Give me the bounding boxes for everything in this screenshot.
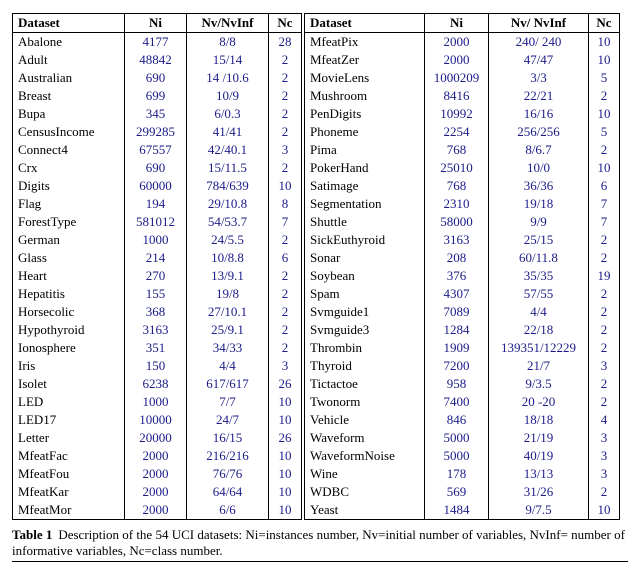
header-row (13, 14, 302, 33)
dataset-name-cell: Spam (310, 286, 340, 301)
nc-cell: 10 (269, 177, 302, 195)
nv-nvinf-cell: 18/18 (489, 411, 589, 429)
nc-cell: 10 (269, 483, 302, 501)
table-row (13, 141, 302, 159)
nc-cell: 2 (269, 231, 302, 249)
dataset-name-cell: Adult (18, 52, 48, 67)
ni-cell: 1484 (425, 501, 489, 520)
table-row (13, 267, 302, 285)
table-header-right (305, 14, 620, 33)
dataset-name-cell: Flag (18, 196, 42, 211)
nc-cell: 10 (269, 501, 302, 520)
nv-nvinf-cell: 31/26 (489, 483, 589, 501)
ni-cell: 376 (425, 267, 489, 285)
table-row (13, 375, 302, 393)
nv-nvinf-cell: 36/36 (489, 177, 589, 195)
nc-cell: 10 (589, 159, 620, 177)
dataset-name-cell: Hypothyroid (18, 322, 85, 337)
nv-nvinf-cell: 16/16 (489, 105, 589, 123)
nv-nvinf-cell: 13/9.1 (187, 267, 269, 285)
column-header-dataset: Dataset (13, 14, 125, 33)
nv-nvinf-cell: 40/19 (489, 447, 589, 465)
nc-cell: 3 (269, 141, 302, 159)
ni-cell: 690 (125, 159, 187, 177)
dataset-name-cell: Thrombin (310, 340, 362, 355)
header-row (305, 14, 620, 33)
nc-cell: 2 (269, 69, 302, 87)
nv-nvinf-cell: 47/47 (489, 51, 589, 69)
nv-nvinf-cell: 8/8 (187, 33, 269, 52)
nv-nvinf-cell: 29/10.8 (187, 195, 269, 213)
dataset-name-cell: MovieLens (310, 70, 370, 85)
dataset-name-cell: Iris (18, 358, 36, 373)
table-row (305, 249, 620, 267)
nc-cell: 2 (589, 303, 620, 321)
table-row (13, 285, 302, 303)
ni-cell: 10000 (125, 411, 187, 429)
nv-nvinf-cell: 19/18 (489, 195, 589, 213)
nv-nvinf-cell: 6/6 (187, 501, 269, 520)
column-header-nc: Nc (589, 14, 620, 33)
ni-cell: 368 (125, 303, 187, 321)
table-row (305, 69, 620, 87)
table-row (13, 303, 302, 321)
nc-cell: 10 (589, 501, 620, 520)
nc-cell: 2 (269, 267, 302, 285)
ni-cell: 178 (425, 465, 489, 483)
nv-nvinf-cell: 10/9 (187, 87, 269, 105)
table-row (13, 33, 302, 52)
nv-nvinf-cell: 14 /10.6 (187, 69, 269, 87)
table-row (305, 303, 620, 321)
table-row (13, 51, 302, 69)
nv-nvinf-cell: 139351/12229 (489, 339, 589, 357)
nc-cell: 5 (589, 123, 620, 141)
nc-cell: 2 (589, 393, 620, 411)
nc-cell: 10 (589, 51, 620, 69)
ni-cell: 48842 (125, 51, 187, 69)
dataset-name-cell: SickEuthyroid (310, 232, 386, 247)
nc-cell: 3 (589, 357, 620, 375)
table-row (305, 285, 620, 303)
table-body-left (13, 33, 302, 520)
ni-cell: 2000 (125, 501, 187, 520)
table-row (305, 465, 620, 483)
table-row (13, 411, 302, 429)
table-row (305, 339, 620, 357)
ni-cell: 208 (425, 249, 489, 267)
nc-cell: 2 (269, 321, 302, 339)
table-row (13, 393, 302, 411)
dataset-name-cell: Ionosphere (18, 340, 76, 355)
table-row (305, 177, 620, 195)
table-caption (12, 527, 628, 559)
table-row (305, 213, 620, 231)
nc-cell: 2 (589, 321, 620, 339)
table-row (305, 123, 620, 141)
table-row (305, 267, 620, 285)
dataset-name-cell: Thyroid (310, 358, 352, 373)
ni-cell: 351 (125, 339, 187, 357)
ni-cell: 20000 (125, 429, 187, 447)
dataset-name-cell: Soybean (310, 268, 355, 283)
ni-cell: 5000 (425, 447, 489, 465)
ni-cell: 2000 (125, 483, 187, 501)
nc-cell: 2 (269, 87, 302, 105)
dataset-name-cell: Yeast (310, 502, 339, 517)
table-row (13, 357, 302, 375)
table-row (13, 429, 302, 447)
table-caption-text: Description of the 54 UCI datasets: Ni=instances number, Nv=initial number of variables, NvInf= number of informative variables, Nc=class number. (12, 527, 625, 558)
ni-cell: 6238 (125, 375, 187, 393)
nc-cell: 10 (269, 393, 302, 411)
table-row (305, 159, 620, 177)
table-row (13, 249, 302, 267)
page-bottom-rule (12, 561, 628, 562)
dataset-name-cell: Hepatitis (18, 286, 65, 301)
dataset-name-cell: MfeatPix (310, 34, 359, 49)
nv-nvinf-cell: 6/0.3 (187, 105, 269, 123)
ni-cell: 846 (425, 411, 489, 429)
ni-cell: 214 (125, 249, 187, 267)
nc-cell: 28 (269, 33, 302, 52)
nc-cell: 4 (589, 411, 620, 429)
table-row (305, 231, 620, 249)
ni-cell: 768 (425, 141, 489, 159)
nc-cell: 10 (269, 447, 302, 465)
dataset-name-cell: Tictactoe (310, 376, 358, 391)
table-row (305, 33, 620, 52)
nv-nvinf-cell: 21/7 (489, 357, 589, 375)
table-row (13, 195, 302, 213)
nc-cell: 26 (269, 375, 302, 393)
column-header-nv-nvinf: Nv/ NvInf (489, 14, 589, 33)
nv-nvinf-cell: 617/617 (187, 375, 269, 393)
dataset-name-cell: Breast (18, 88, 52, 103)
nc-cell: 2 (589, 375, 620, 393)
table-row (13, 321, 302, 339)
ni-cell: 2254 (425, 123, 489, 141)
ni-cell: 581012 (125, 213, 187, 231)
ni-cell: 345 (125, 105, 187, 123)
table-row (13, 123, 302, 141)
nc-cell: 3 (589, 429, 620, 447)
dataset-name-cell: Satimage (310, 178, 359, 193)
nv-nvinf-cell: 54/53.7 (187, 213, 269, 231)
nc-cell: 3 (589, 447, 620, 465)
nc-cell: 19 (589, 267, 620, 285)
nv-nvinf-cell: 8/6.7 (489, 141, 589, 159)
dataset-name-cell: MfeatFac (18, 448, 68, 463)
nv-nvinf-cell: 9/3.5 (489, 375, 589, 393)
dataset-name-cell: Phoneme (310, 124, 359, 139)
table-row (13, 213, 302, 231)
dataset-name-cell: LED (18, 394, 44, 409)
ni-cell: 7089 (425, 303, 489, 321)
nv-nvinf-cell: 240/ 240 (489, 33, 589, 52)
ni-cell: 3163 (125, 321, 187, 339)
nv-nvinf-cell: 25/15 (489, 231, 589, 249)
nv-nvinf-cell: 34/33 (187, 339, 269, 357)
ni-cell: 7200 (425, 357, 489, 375)
nv-nvinf-cell: 256/256 (489, 123, 589, 141)
nv-nvinf-cell: 24/7 (187, 411, 269, 429)
ni-cell: 2310 (425, 195, 489, 213)
ni-cell: 270 (125, 267, 187, 285)
table-row (13, 447, 302, 465)
nc-cell: 7 (589, 213, 620, 231)
dataset-name-cell: Isolet (18, 376, 47, 391)
ni-cell: 569 (425, 483, 489, 501)
dataset-name-cell: MfeatKar (18, 484, 69, 499)
nv-nvinf-cell: 216/216 (187, 447, 269, 465)
table-row (305, 501, 620, 520)
nc-cell: 2 (269, 159, 302, 177)
table-row (305, 357, 620, 375)
nc-cell: 10 (589, 105, 620, 123)
ni-cell: 8416 (425, 87, 489, 105)
table-row (13, 177, 302, 195)
table-row (305, 87, 620, 105)
ni-cell: 150 (125, 357, 187, 375)
dataset-name-cell: Twonorm (310, 394, 361, 409)
table-row (13, 159, 302, 177)
nc-cell: 2 (269, 105, 302, 123)
nv-nvinf-cell: 22/18 (489, 321, 589, 339)
table-row (13, 465, 302, 483)
ni-cell: 4177 (125, 33, 187, 52)
nc-cell: 6 (589, 177, 620, 195)
ni-cell: 4307 (425, 285, 489, 303)
nv-nvinf-cell: 15/11.5 (187, 159, 269, 177)
ni-cell: 2000 (425, 33, 489, 52)
nv-nvinf-cell: 41/41 (187, 123, 269, 141)
table-row (13, 483, 302, 501)
dataset-name-cell: Sonar (310, 250, 341, 265)
dataset-name-cell: Bupa (18, 106, 46, 121)
table-row (13, 105, 302, 123)
dataset-name-cell: Abalone (18, 34, 63, 49)
nv-nvinf-cell: 21/19 (489, 429, 589, 447)
nc-cell: 2 (269, 303, 302, 321)
table-row (305, 321, 620, 339)
table-caption-label: Table 1 (12, 527, 53, 542)
ni-cell: 768 (425, 177, 489, 195)
ni-cell: 2000 (425, 51, 489, 69)
nv-nvinf-cell: 13/13 (489, 465, 589, 483)
ni-cell: 958 (425, 375, 489, 393)
table-row (13, 339, 302, 357)
nc-cell: 3 (589, 465, 620, 483)
nc-cell: 10 (269, 411, 302, 429)
dataset-name-cell: PenDigits (310, 106, 362, 121)
nv-nvinf-cell: 10/0 (489, 159, 589, 177)
ni-cell: 3163 (425, 231, 489, 249)
nv-nvinf-cell: 24/5.5 (187, 231, 269, 249)
dataset-name-cell: MfeatZer (310, 52, 360, 67)
dataset-name-cell: Connect4 (18, 142, 68, 157)
nv-nvinf-cell: 27/10.1 (187, 303, 269, 321)
dataset-name-cell: Shuttle (310, 214, 347, 229)
column-header-ni: Ni (425, 14, 489, 33)
nv-nvinf-cell: 42/40.1 (187, 141, 269, 159)
nc-cell: 5 (589, 69, 620, 87)
ni-cell: 1000 (125, 393, 187, 411)
table-header-left (13, 14, 302, 33)
ni-cell: 690 (125, 69, 187, 87)
dataset-name-cell: LED17 (18, 412, 57, 427)
dataset-name-cell: Vehicle (310, 412, 349, 427)
nc-cell: 2 (589, 249, 620, 267)
dataset-name-cell: Wine (310, 466, 338, 481)
ni-cell: 155 (125, 285, 187, 303)
ni-cell: 25010 (425, 159, 489, 177)
nc-cell: 2 (269, 51, 302, 69)
dataset-name-cell: German (18, 232, 60, 247)
dataset-name-cell: CensusIncome (18, 124, 95, 139)
dataset-name-cell: PokerHand (310, 160, 369, 175)
ni-cell: 60000 (125, 177, 187, 195)
column-header-ni: Ni (125, 14, 187, 33)
table-row (305, 483, 620, 501)
nv-nvinf-cell: 60/11.8 (489, 249, 589, 267)
nv-nvinf-cell: 10/8.8 (187, 249, 269, 267)
dataset-name-cell: Crx (18, 160, 38, 175)
nc-cell: 2 (589, 339, 620, 357)
dataset-name-cell: Horsecolic (18, 304, 75, 319)
table-row (13, 501, 302, 520)
uci-datasets-table (12, 13, 628, 520)
ni-cell: 1000 (125, 231, 187, 249)
table-row (305, 411, 620, 429)
ni-cell: 2000 (125, 465, 187, 483)
nc-cell: 10 (589, 33, 620, 52)
nc-cell: 6 (269, 249, 302, 267)
ni-cell: 67557 (125, 141, 187, 159)
nc-cell: 2 (589, 285, 620, 303)
table-row (305, 105, 620, 123)
ni-cell: 7400 (425, 393, 489, 411)
nv-nvinf-cell: 7/7 (187, 393, 269, 411)
nc-cell: 2 (589, 141, 620, 159)
nc-cell: 2 (589, 483, 620, 501)
nc-cell: 8 (269, 195, 302, 213)
column-header-nv-nvinf: Nv/NvInf (187, 14, 269, 33)
ni-cell: 699 (125, 87, 187, 105)
nc-cell: 3 (269, 357, 302, 375)
nc-cell: 2 (589, 87, 620, 105)
dataset-name-cell: Australian (18, 70, 73, 85)
nv-nvinf-cell: 784/639 (187, 177, 269, 195)
dataset-name-cell: Glass (18, 250, 47, 265)
ni-cell: 2000 (125, 447, 187, 465)
uci-datasets-table-left (12, 13, 302, 520)
ni-cell: 1909 (425, 339, 489, 357)
nv-nvinf-cell: 9/9 (489, 213, 589, 231)
uci-datasets-table-right (304, 13, 620, 520)
nc-cell: 2 (269, 123, 302, 141)
table-row (305, 393, 620, 411)
nc-cell: 7 (589, 195, 620, 213)
ni-cell: 10992 (425, 105, 489, 123)
dataset-name-cell: Waveform (310, 430, 365, 445)
dataset-name-cell: Letter (18, 430, 50, 445)
dataset-name-cell: Svmguide3 (310, 322, 370, 337)
dataset-name-cell: Heart (18, 268, 47, 283)
nv-nvinf-cell: 19/8 (187, 285, 269, 303)
nv-nvinf-cell: 9/7.5 (489, 501, 589, 520)
nv-nvinf-cell: 15/14 (187, 51, 269, 69)
table-row (305, 141, 620, 159)
dataset-name-cell: MfeatMor (18, 502, 72, 517)
table-row (305, 51, 620, 69)
table-row (305, 375, 620, 393)
column-header-dataset: Dataset (305, 14, 425, 33)
nv-nvinf-cell: 25/9.1 (187, 321, 269, 339)
dataset-name-cell: WaveformNoise (310, 448, 395, 463)
nv-nvinf-cell: 76/76 (187, 465, 269, 483)
nc-cell: 2 (269, 339, 302, 357)
dataset-name-cell: ForestType (18, 214, 77, 229)
nv-nvinf-cell: 4/4 (187, 357, 269, 375)
nv-nvinf-cell: 4/4 (489, 303, 589, 321)
table-row (13, 69, 302, 87)
nc-cell: 7 (269, 213, 302, 231)
nv-nvinf-cell: 57/55 (489, 285, 589, 303)
dataset-name-cell: Segmentation (310, 196, 382, 211)
dataset-name-cell: Digits (18, 178, 50, 193)
table-row (305, 195, 620, 213)
dataset-name-cell: Mushroom (310, 88, 368, 103)
table-row (305, 429, 620, 447)
nc-cell: 26 (269, 429, 302, 447)
ni-cell: 5000 (425, 429, 489, 447)
nv-nvinf-cell: 20 -20 (489, 393, 589, 411)
table-body-right (305, 33, 620, 520)
dataset-name-cell: Pima (310, 142, 337, 157)
nv-nvinf-cell: 22/21 (489, 87, 589, 105)
nv-nvinf-cell: 64/64 (187, 483, 269, 501)
table-row (305, 447, 620, 465)
ni-cell: 299285 (125, 123, 187, 141)
nc-cell: 2 (589, 231, 620, 249)
nv-nvinf-cell: 16/15 (187, 429, 269, 447)
column-header-nc: Nc (269, 14, 302, 33)
ni-cell: 1000209 (425, 69, 489, 87)
table-row (13, 231, 302, 249)
dataset-name-cell: MfeatFou (18, 466, 70, 481)
ni-cell: 58000 (425, 213, 489, 231)
ni-cell: 194 (125, 195, 187, 213)
nc-cell: 10 (269, 465, 302, 483)
dataset-name-cell: WDBC (310, 484, 349, 499)
nv-nvinf-cell: 3/3 (489, 69, 589, 87)
nc-cell: 2 (269, 285, 302, 303)
ni-cell: 1284 (425, 321, 489, 339)
nv-nvinf-cell: 35/35 (489, 267, 589, 285)
dataset-name-cell: Svmguide1 (310, 304, 370, 319)
table-row (13, 87, 302, 105)
